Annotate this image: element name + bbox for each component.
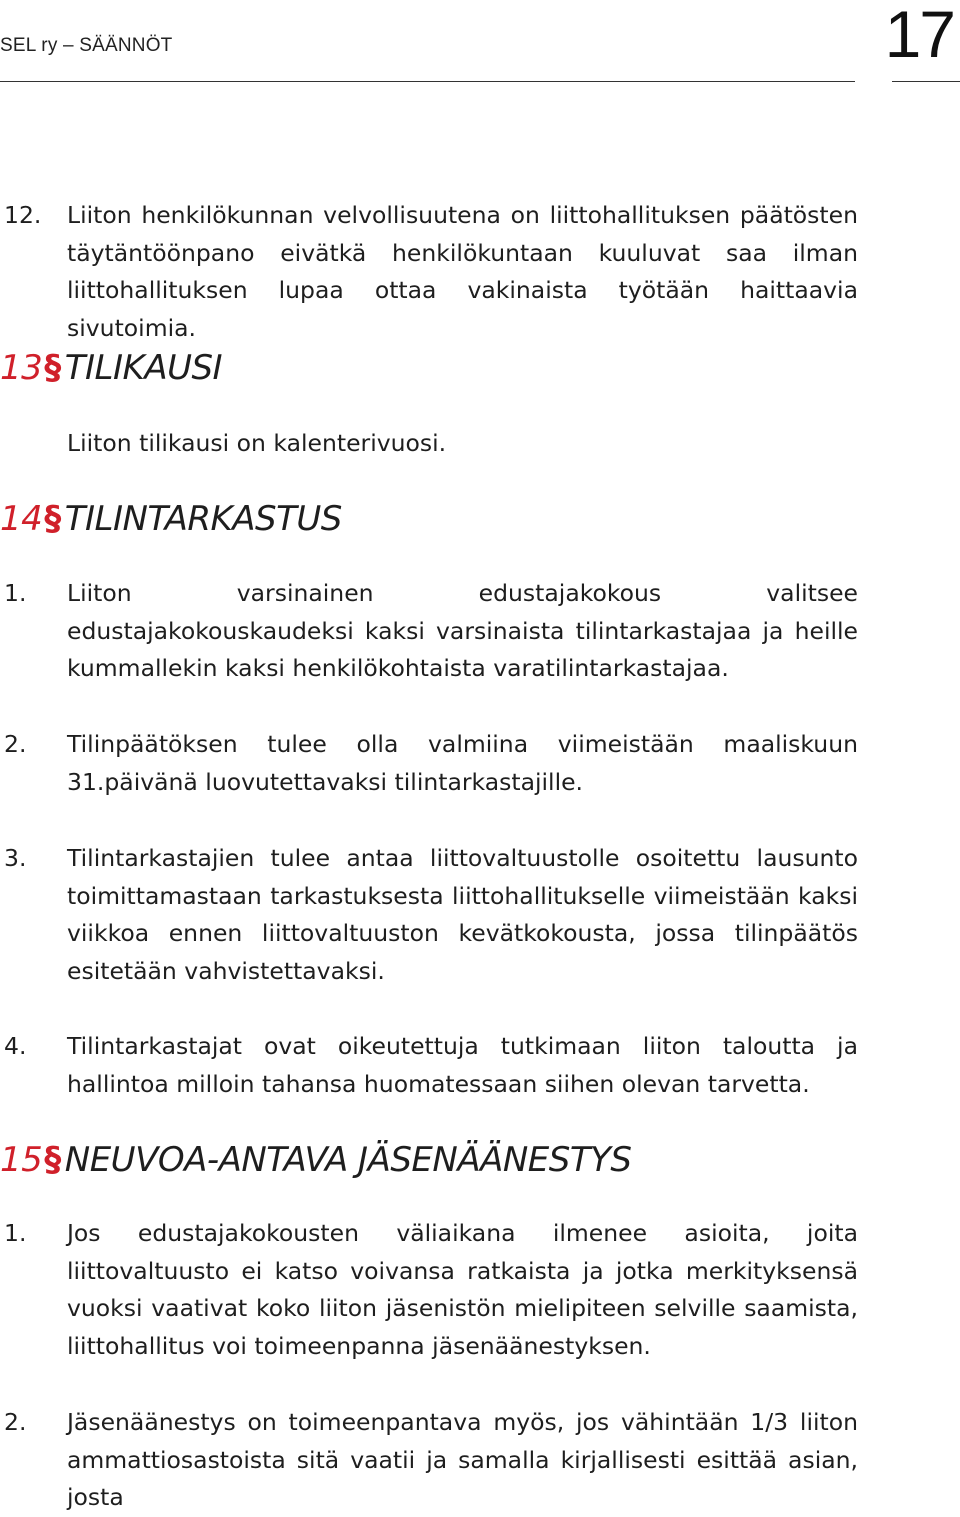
section-14-item-2 [0, 726, 858, 801]
item-text: Tilinpäätöksen tulee olla valmiina viimeistään maaliskuun 31.päivänä luovutettavaksi tilintarkastajille. [67, 730, 858, 796]
page-number-divider [892, 81, 960, 82]
section-title: TILINTARKASTUS [64, 499, 342, 539]
item-text: Jäsenäänestys on toimeenpantava myös, jos vähintään 1/3 liiton ammattiosastoista sitä vaatii ja samalla kirjallisesti esittää asian, josta [67, 1408, 858, 1511]
item-number: 3. [4, 844, 27, 872]
section-symbol: § [44, 348, 61, 388]
section-15-item-2 [0, 1404, 858, 1517]
item-number: 1. [4, 1219, 27, 1247]
paragraph-12 [0, 197, 858, 347]
item-number: 1. [4, 579, 27, 607]
section-heading-14 [0, 499, 342, 539]
item-text: Tilintarkastajat ovat oikeutettuja tutkimaan liiton taloutta ja hallintoa milloin tahansa huomatessaan siihen olevan tarvetta. [67, 1032, 858, 1098]
section-symbol: § [44, 1140, 61, 1180]
section-14-item-1 [0, 575, 858, 688]
section-title: TILIKAUSI [64, 348, 223, 388]
document-title: SEL ry – SÄÄNNÖT [0, 35, 173, 56]
section-15-item-1 [0, 1215, 858, 1365]
section-symbol: § [44, 499, 61, 539]
item-text: Jos edustajakokousten väliaikana ilmenee asioita, joita liittovaltuusto ei katso voivansa ratkaista ja jotka merkityksensä vuoksi vaativat koko liiton jäsenistön mielipiteen selville saamista, liittohallitus voi toimeenpanna jäsenäänestyksen. [67, 1219, 858, 1360]
section-number: 14 [0, 499, 43, 539]
section-14-item-3 [0, 840, 858, 990]
paragraph-text: Liiton henkilökunnan velvollisuutena on liittohallituksen päätösten täytäntöönpano eivätkä henkilökuntaan kuuluvat saa ilman liittohallituksen lupaa ottaa vakinaista työtään haittaavia sivutoimia. [67, 201, 858, 342]
section-13-text: Liiton tilikausi on kalenterivuosi. [67, 429, 447, 457]
item-number: 4. [4, 1032, 27, 1060]
item-text: Tilintarkastajien tulee antaa liittovaltuustolle osoitettu lausunto toimittamastaan tarkastuksesta liittohallitukselle viimeistään kaksi viikkoa ennen liittovaltuuston kevätkokousta, jossa tilinpäätös esitetään vahvistettavaksi. [67, 844, 858, 985]
section-heading-15 [0, 1140, 631, 1180]
section-heading-13 [0, 348, 222, 388]
section-title: NEUVOA-ANTAVA JÄSENÄÄNESTYS [64, 1140, 632, 1180]
section-number: 15 [0, 1140, 43, 1180]
item-number: 2. [4, 730, 27, 758]
section-14-item-4 [0, 1028, 858, 1103]
header-divider [0, 81, 855, 82]
paragraph-number: 12. [4, 201, 42, 229]
item-text: Liiton varsinainen edustajakokous valitsee edustajakokouskaudeksi kaksi varsinaista tilintarkastajaa ja heille kummallekin kaksi henkilökohtaista varatilintarkastajaa. [67, 579, 858, 682]
page-number: 17 [884, 0, 954, 71]
section-number: 13 [0, 348, 43, 388]
item-number: 2. [4, 1408, 27, 1436]
